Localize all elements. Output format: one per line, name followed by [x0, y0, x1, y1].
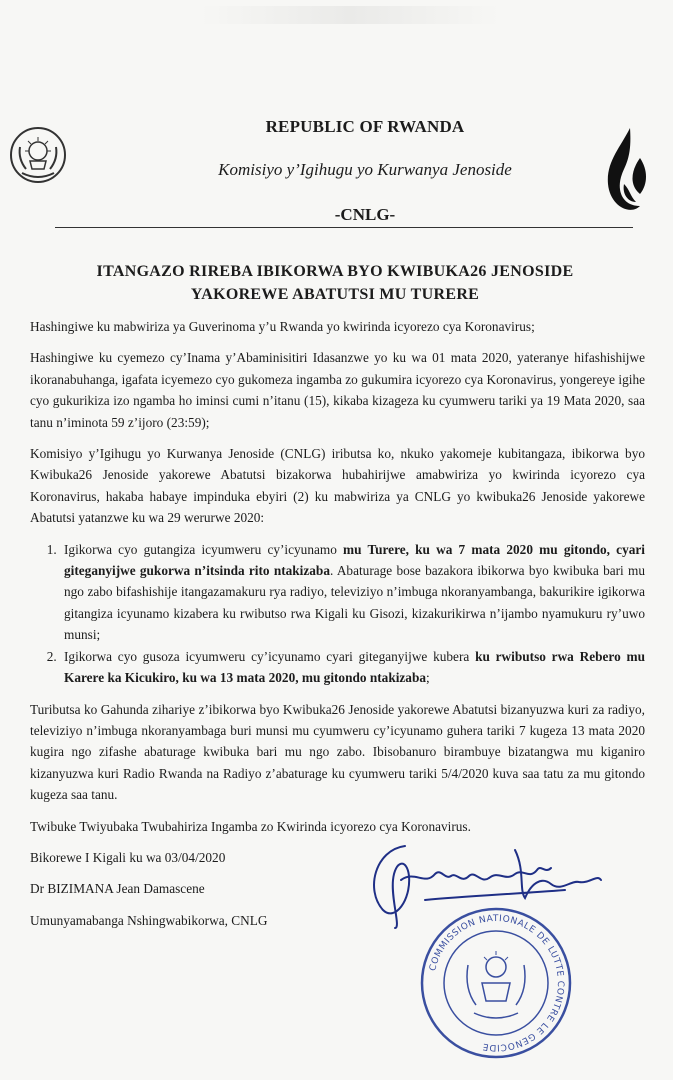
stamp-ring-text: COMMISSION NATIONALE DE LUTTE CONTRE LE GENOCIDE — [428, 913, 566, 1053]
title-line-1: ITANGAZO RIREBA IBIKORWA BYO KWIBUKA26 JENOSIDE — [96, 263, 574, 280]
coat-of-arms-icon — [8, 125, 68, 185]
cnlg-flame-logo-icon — [600, 128, 650, 220]
list-item-2 — [60, 646, 645, 689]
paragraph-5: Twibuke Twiyubaka Twubahiriza Ingamba zo Kwirinda icyorezo cya Koronavirus. — [30, 818, 471, 834]
item2-text-a: Igikorwa cyo gusoza icyumweru cy’icyunamo cyari giteganyijwe kubera — [64, 648, 476, 664]
header-rule — [55, 227, 633, 228]
item1-text-c: . Abaturage bose bazakora ibikorwa byo kwibuka bari mu ngo zabo bifashishije itangazamakuru rya radiyo, televiziyo n’imbuga nkoranyambanga, bakurikire igikorwa gitangiza icyunamo kizabera ku rwibutso rwa Kigali ku Gisozi, kizakurikirwa n’ijambo nyamukuru ry’uwo munsi; — [64, 563, 645, 643]
list-item-1 — [60, 539, 645, 646]
item1-text-a: Igikorwa cyo gutangiza icyumweru cy’icyunamo — [64, 541, 344, 557]
header-commission: Komisiyo y’Igihugu yo Kurwanya Jenoside — [218, 160, 512, 179]
announcement-title — [30, 260, 640, 306]
bleed-through-text — [200, 6, 500, 24]
item2-text-c: ; — [426, 670, 430, 686]
changes-list — [30, 539, 645, 689]
signatory-role: Umunyamabanga Nshingwabikorwa, CNLG — [30, 912, 268, 928]
signatory-name: Dr BIZIMANA Jean Damascene — [30, 881, 205, 897]
paragraph-2: Hashingiwe ku cyemezo cy’Inama y’Abaminisitiri Idasanzwe yo ku wa 01 mata 2020, yateranye hifashishijwe ikoranabuhanga, igafata icyemezo cyo gukomeza ingamba zo gukumira icyorezo cya Koronavirus, yongereye igihe cyo gukurikiza izo ngamba ho iminsi cumi n’itanu (15), kikaba kizageza ku cyumweru tariki ya 19 Mata 2020, saa tanu n’iminota 59 z’ijoro (23:59); — [30, 350, 645, 430]
item1-text-bold: mu Turere, ku wa 7 mata 2020 mu gitondo, cyari giteganyijwe gukorwa n’itsinda rito ntakizaba — [64, 541, 645, 579]
paragraph-3: Komisiyo y’Igihugu yo Kurwanya Jenoside (CNLG) iributsa ko, nkuko yakomeje kubitangaza, ibikorwa byo Kwibuka26 Jenoside yakorewe Abatutsi bizakorwa hubahirijwe amabwiriza yo kwirinda icyorezo cya Koronavirus, hakaba habaye impinduka ebyiri (2) ku mabwiriza ya CNLG yo kwibuka26 Jenoside yakorewe Abatutsi yatanzwe ku wa 29 werurwe 2020: — [30, 446, 645, 526]
official-stamp-icon — [418, 905, 574, 1061]
title-line-2: YAKOREWE ABATUTSI MU TURERE — [190, 286, 480, 303]
header-republic: REPUBLIC OF RWANDA — [265, 117, 465, 136]
paragraph-4: Tuributsa ko Gahunda zihariye z’ibikorwa byo Kwibuka26 Jenoside yakorewe Abatutsi bizanyuzwa kuri za radiyo, televiziyo n’imbuga nkoranyambaga buri munsi mu cyumweru cy’icyunamo guhera tariki 7 kugeza 13 mata 2020 kugira ngo zifashe abaturage kwibuka bari mu ngo zabo. Ibisobanuro birambuye bizatangwa mu kiganiro kizanyuzwa kuri Radio Rwanda na Radiyo z’abaturage ku cyumweru tariki 5/4/2020 kuva saa tatu za mu gitondo kugeza saa tanu. — [30, 701, 645, 803]
item2-text-bold: ku rwibutso rwa Rebero mu Karere ka Kicukiro, ku wa 13 mata 2020, mu gitondo ntakizaba — [64, 648, 645, 686]
paragraph-1: Hashingiwe ku mabwiriza ya Guverinoma y’u Rwanda yo kwirinda icyorezo cya Koronavirus; — [30, 319, 535, 334]
place-date: Bikorewe I Kigali ku wa 03/04/2020 — [30, 849, 226, 865]
header-acronym: -CNLG- — [334, 205, 396, 224]
